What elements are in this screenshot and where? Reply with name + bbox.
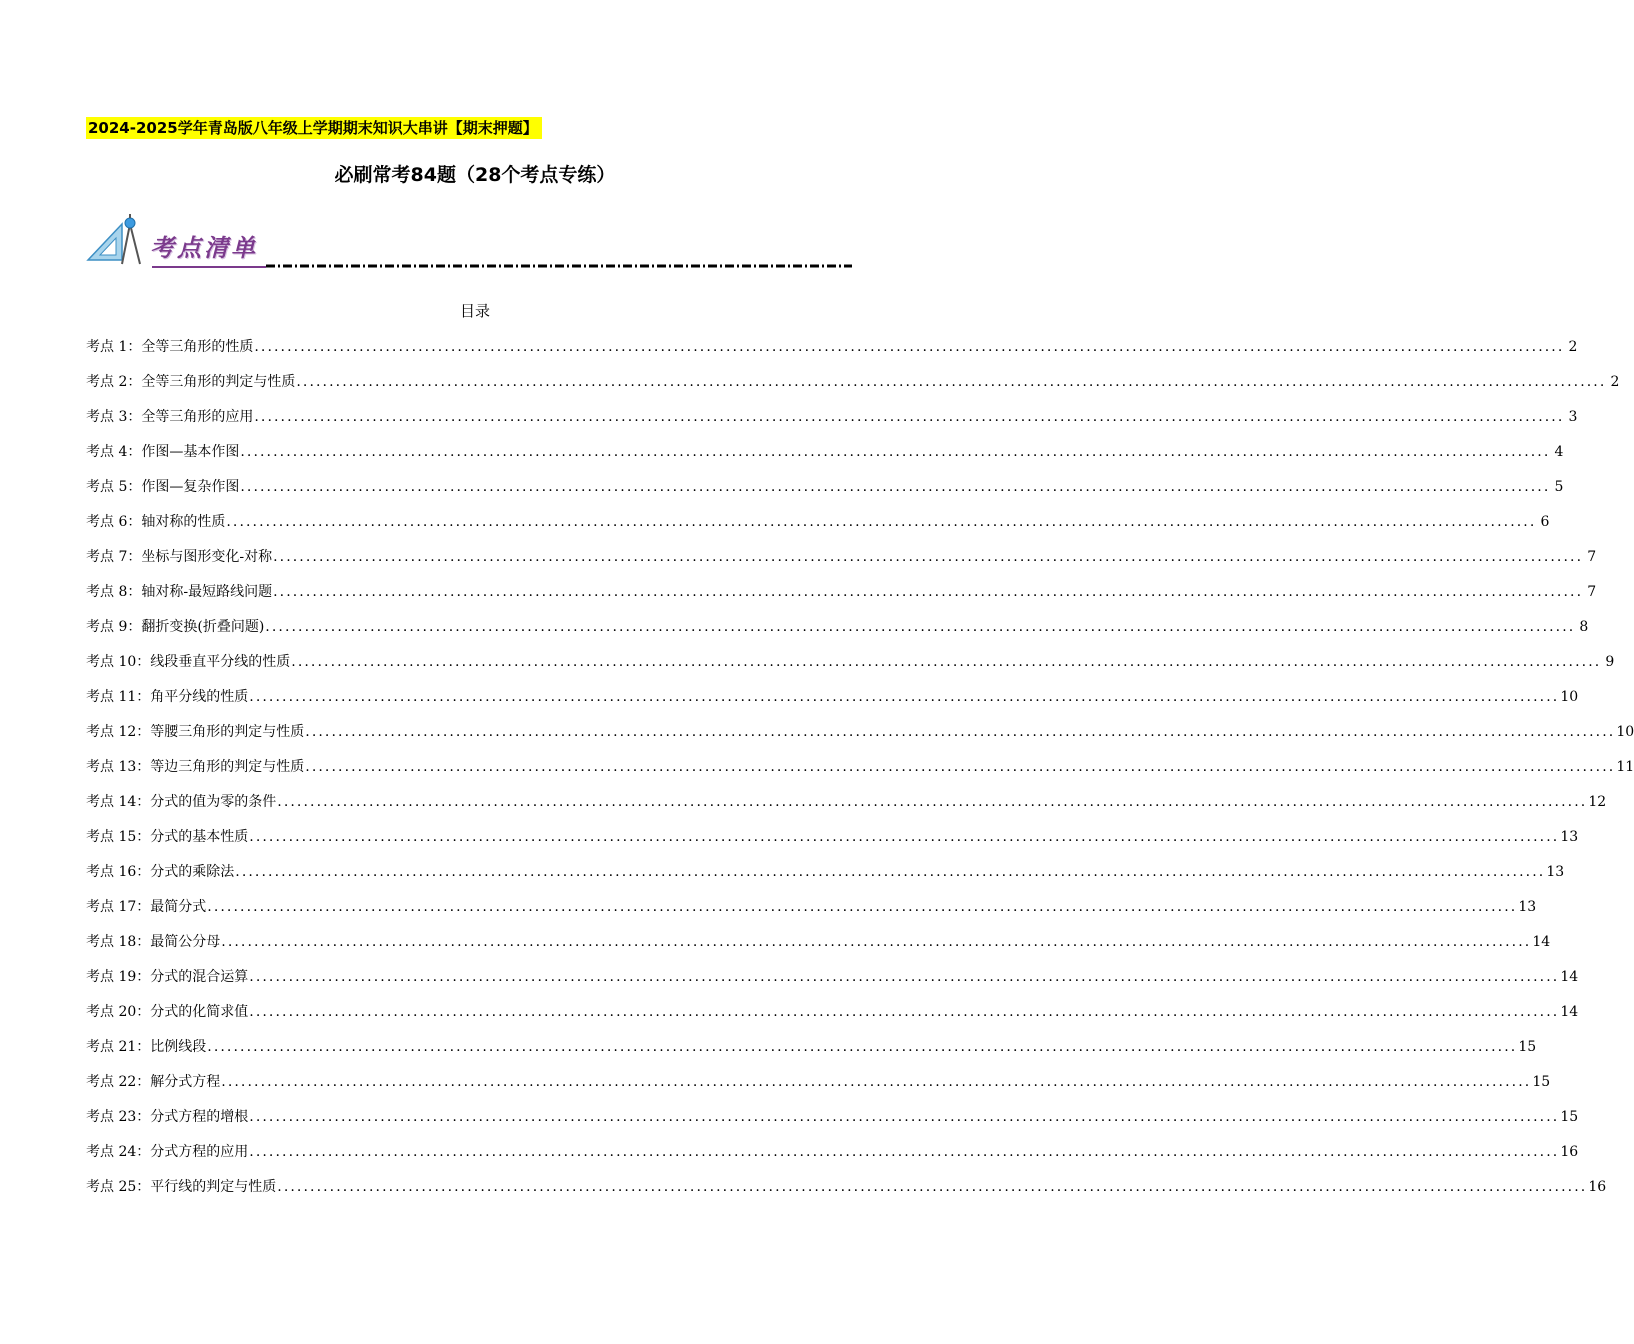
toc-entry-title: 分式的值为零的条件 xyxy=(150,794,277,810)
toc-entry-number: 考点 3： xyxy=(86,409,142,425)
toc-entry-number: 考点 18： xyxy=(86,934,151,950)
toc-entry-title: 线段垂直平分线的性质 xyxy=(150,654,291,670)
toc-dot-leader: ........................................................................................................................................................................................................ xyxy=(249,1144,1560,1160)
toc-entry-number: 考点 19： xyxy=(86,969,151,985)
toc-entry-number: 考点 14： xyxy=(86,794,151,810)
toc-entry[interactable] xyxy=(86,407,1578,442)
toc-dot-leader: ........................................................................................................................................................................................................ xyxy=(207,1039,1518,1055)
toc-entry-number: 考点 17： xyxy=(86,899,151,915)
toc-entry-title: 分式方程的应用 xyxy=(150,1144,249,1160)
table-of-contents xyxy=(86,337,1634,1212)
toc-dot-leader: ........................................................................................................................................................................................................ xyxy=(277,1179,1588,1195)
toc-entry-title: 翻折变换(折叠问题) xyxy=(141,619,265,635)
toc-entry-number: 考点 21： xyxy=(86,1039,151,1055)
toc-entry-title: 解分式方程 xyxy=(150,1074,221,1090)
toc-entry-title: 作图—复杂作图 xyxy=(141,479,240,495)
toc-entry-title: 轴对称-最短路线问题 xyxy=(141,584,273,600)
toc-entry-title: 最简公分母 xyxy=(150,934,221,950)
toc-entry-page-number: 5 xyxy=(1554,479,1564,495)
toc-entry-number: 考点 23： xyxy=(86,1109,151,1125)
toc-dot-leader: ........................................................................................................................................................................................................ xyxy=(296,374,1607,390)
toc-entry[interactable] xyxy=(86,1177,1607,1212)
header-banner-text: 2024-2025学年青岛版八年级上学期期末知识大串讲【期末押题】 xyxy=(88,119,538,137)
toc-entry-page-number: 7 xyxy=(1587,584,1597,600)
toc-dot-leader: ........................................................................................................................................................................................................ xyxy=(240,479,1551,495)
toc-dot-leader: ........................................................................................................................................................................................................ xyxy=(221,934,1532,950)
toc-dot-leader: ........................................................................................................................................................................................................ xyxy=(277,794,1588,810)
toc-entry-page-number: 14 xyxy=(1560,969,1579,985)
toc-entry-title: 坐标与图形变化-对称 xyxy=(141,549,273,565)
toc-entry-number: 考点 25： xyxy=(86,1179,151,1195)
toc-entry[interactable] xyxy=(86,757,1634,792)
toc-dot-leader: ........................................................................................................................................................................................................ xyxy=(249,969,1560,985)
toc-dot-leader: ........................................................................................................................................................................................................ xyxy=(249,829,1560,845)
toc-dot-leader: ........................................................................................................................................................................................................ xyxy=(291,654,1602,670)
toc-entry-title: 等边三角形的判定与性质 xyxy=(150,759,305,775)
toc-entry-title: 等腰三角形的判定与性质 xyxy=(150,724,305,740)
toc-entry-title: 分式的化简求值 xyxy=(150,1004,249,1020)
toc-entry[interactable] xyxy=(86,337,1578,372)
toc-entry-number: 考点 2： xyxy=(86,374,142,390)
toc-entry-number: 考点 7： xyxy=(86,549,142,565)
toc-entry-page-number: 16 xyxy=(1588,1179,1607,1195)
toc-heading: 目录 xyxy=(459,302,490,320)
toc-entry-page-number: 10 xyxy=(1616,724,1634,740)
toc-entry[interactable] xyxy=(86,582,1597,617)
toc-entry-title: 分式的乘除法 xyxy=(150,864,235,880)
toc-dot-leader: ........................................................................................................................................................................................................ xyxy=(273,584,1584,600)
toc-dot-leader: ........................................................................................................................................................................................................ xyxy=(249,1004,1560,1020)
toc-entry-title: 分式的混合运算 xyxy=(150,969,249,985)
toc-entry-title: 全等三角形的判定与性质 xyxy=(141,374,296,390)
toc-entry[interactable] xyxy=(86,967,1579,1002)
toc-entry-title: 平行线的判定与性质 xyxy=(150,1179,277,1195)
toc-entry-number: 考点 13： xyxy=(86,759,151,775)
toc-entry-page-number: 14 xyxy=(1532,934,1551,950)
toc-dot-leader: ........................................................................................................................................................................................................ xyxy=(249,689,1560,705)
toc-entry-number: 考点 12： xyxy=(86,724,151,740)
toc-entry-number: 考点 22： xyxy=(86,1074,151,1090)
toc-entry[interactable] xyxy=(86,477,1564,512)
page-title: 必刷常考84题（28个考点专练） xyxy=(334,164,616,186)
toc-entry[interactable] xyxy=(86,792,1607,827)
toc-entry[interactable] xyxy=(86,827,1579,862)
toc-entry-number: 考点 9： xyxy=(86,619,142,635)
toc-dot-leader: ........................................................................................................................................................................................................ xyxy=(249,1109,1560,1125)
toc-entry-page-number: 13 xyxy=(1560,829,1579,845)
toc-entry-page-number: 13 xyxy=(1546,864,1565,880)
toc-entry-number: 考点 16： xyxy=(86,864,151,880)
toc-entry-page-number: 12 xyxy=(1588,794,1607,810)
document-header-banner xyxy=(86,117,542,139)
toc-entry[interactable] xyxy=(86,547,1597,582)
toc-entry-page-number: 9 xyxy=(1605,654,1615,670)
toc-entry-number: 考点 20： xyxy=(86,1004,151,1020)
toc-entry-page-number: 15 xyxy=(1518,1039,1537,1055)
toc-entry-page-number: 15 xyxy=(1532,1074,1551,1090)
toc-entry-page-number: 4 xyxy=(1554,444,1564,460)
toc-entry-page-number: 7 xyxy=(1587,549,1597,565)
toc-entry-page-number: 14 xyxy=(1560,1004,1579,1020)
toc-entry-page-number: 6 xyxy=(1540,514,1550,530)
toc-dot-leader: ........................................................................................................................................................................................................ xyxy=(221,1074,1532,1090)
toc-entry-number: 考点 5： xyxy=(86,479,142,495)
toc-dot-leader: ........................................................................................................................................................................................................ xyxy=(305,759,1616,775)
toc-entry-title: 分式的基本性质 xyxy=(150,829,249,845)
toc-dot-leader: ........................................................................................................................................................................................................ xyxy=(254,339,1565,355)
toc-dot-leader: ........................................................................................................................................................................................................ xyxy=(235,864,1546,880)
toc-entry-page-number: 11 xyxy=(1616,759,1634,775)
toc-entry-title: 分式方程的增根 xyxy=(150,1109,249,1125)
toc-entry-title: 全等三角形的应用 xyxy=(141,409,254,425)
toc-entry-number: 考点 8： xyxy=(86,584,142,600)
toc-entry-number: 考点 24： xyxy=(86,1144,151,1160)
toc-entry-number: 考点 4： xyxy=(86,444,142,460)
toc-dot-leader: ........................................................................................................................................................................................................ xyxy=(265,619,1576,635)
toc-entry[interactable] xyxy=(86,862,1565,897)
toc-entry-number: 考点 11： xyxy=(86,689,151,705)
toc-entry-title: 全等三角形的性质 xyxy=(141,339,254,355)
toc-entry[interactable] xyxy=(86,687,1579,722)
toc-entry-number: 考点 6： xyxy=(86,514,142,530)
toc-entry-page-number: 15 xyxy=(1560,1109,1579,1125)
toc-dot-leader: ........................................................................................................................................................................................................ xyxy=(226,514,1537,530)
toc-entry[interactable] xyxy=(86,617,1589,652)
toc-entry-page-number: 13 xyxy=(1518,899,1537,915)
toc-entry-number: 考点 15： xyxy=(86,829,151,845)
toc-dot-leader: ........................................................................................................................................................................................................ xyxy=(254,409,1565,425)
toc-entry-number: 考点 1： xyxy=(86,339,142,355)
section-label: 考点清单 xyxy=(150,233,258,262)
toc-entry-title: 作图—基本作图 xyxy=(141,444,240,460)
toc-entry-page-number: 8 xyxy=(1579,619,1589,635)
toc-entry-page-number: 2 xyxy=(1568,339,1578,355)
toc-entry-title: 最简分式 xyxy=(150,899,207,915)
toc-dot-leader: ........................................................................................................................................................................................................ xyxy=(273,549,1584,565)
toc-entry[interactable] xyxy=(86,1142,1579,1177)
toc-entry-title: 角平分线的性质 xyxy=(150,689,249,705)
toc-entry[interactable] xyxy=(86,1107,1579,1142)
toc-entry-page-number: 16 xyxy=(1560,1144,1579,1160)
toc-dot-leader: ........................................................................................................................................................................................................ xyxy=(240,444,1551,460)
section-banner xyxy=(86,210,856,272)
toc-entry[interactable] xyxy=(86,372,1620,407)
toc-dot-leader: ........................................................................................................................................................................................................ xyxy=(305,724,1616,740)
toc-entry[interactable] xyxy=(86,1072,1551,1107)
toc-entry[interactable] xyxy=(86,442,1564,477)
toc-entry[interactable] xyxy=(86,1002,1579,1037)
toc-dot-leader: ........................................................................................................................................................................................................ xyxy=(207,899,1518,915)
toc-entry[interactable] xyxy=(86,1037,1537,1072)
toc-entry-page-number: 10 xyxy=(1560,689,1579,705)
toc-entry[interactable] xyxy=(86,932,1551,967)
toc-entry-title: 比例线段 xyxy=(150,1039,207,1055)
toc-entry[interactable] xyxy=(86,897,1537,932)
toc-entry[interactable] xyxy=(86,512,1550,547)
toc-entry-page-number: 3 xyxy=(1568,409,1578,425)
toc-entry-number: 考点 10： xyxy=(86,654,151,670)
toc-entry[interactable] xyxy=(86,722,1634,757)
toc-entry[interactable] xyxy=(86,652,1615,687)
ruler-compass-icon xyxy=(88,214,140,264)
toc-entry-page-number: 2 xyxy=(1610,374,1620,390)
toc-entry-title: 轴对称的性质 xyxy=(141,514,226,530)
